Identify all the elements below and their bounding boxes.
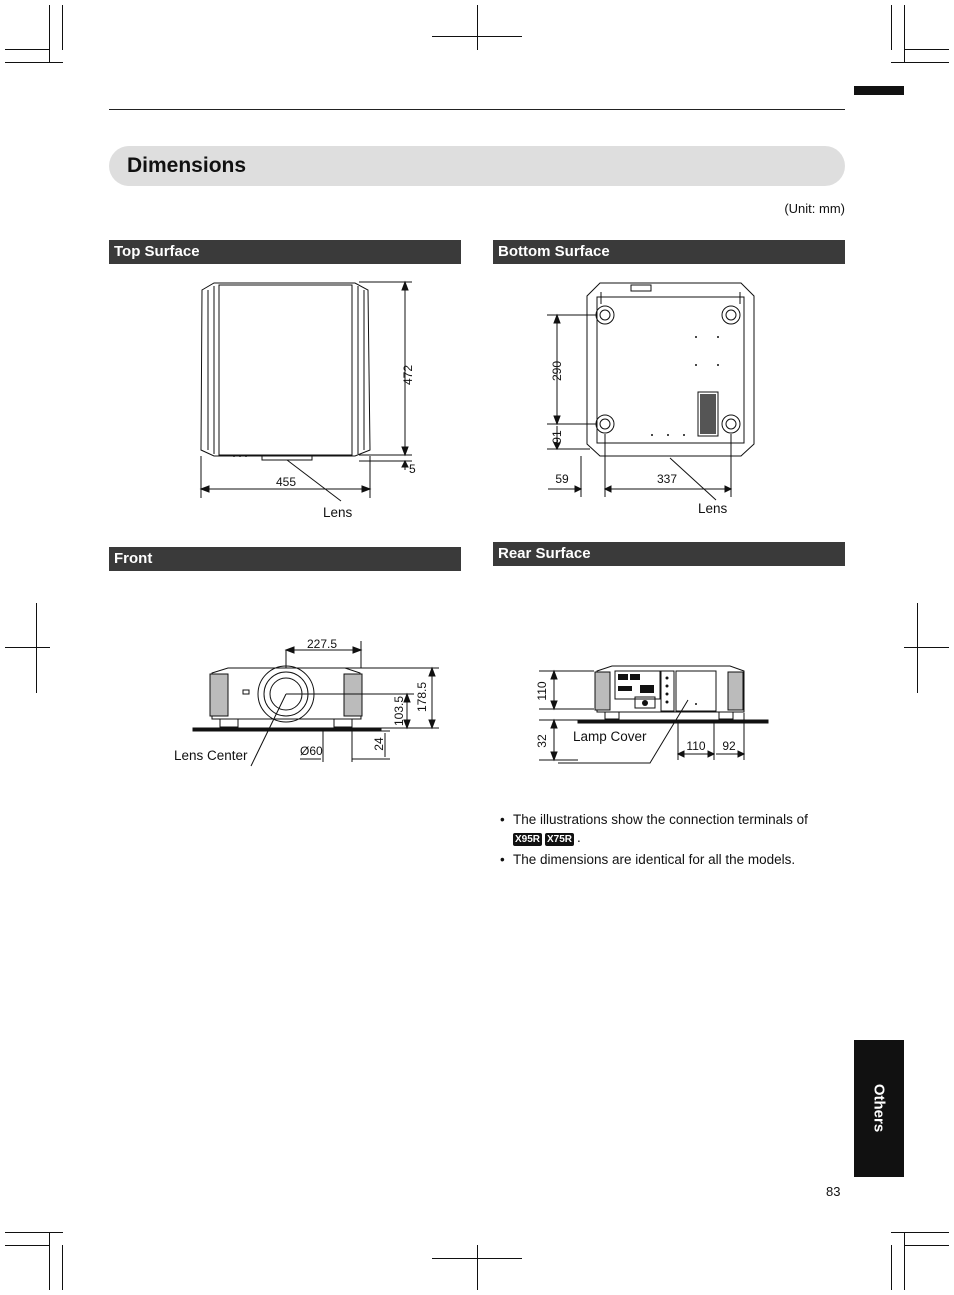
dim-290: 290: [550, 360, 564, 382]
bullet-icon: •: [500, 812, 505, 827]
dim-91: 91: [550, 430, 564, 444]
lens-label-bottom: Lens: [698, 501, 728, 516]
note-1-text: The illustrations show the connection terminals of: [513, 812, 808, 827]
dim-rear-110-vertical: 110: [535, 681, 549, 701]
page-title: Dimensions: [127, 154, 247, 177]
dim-59: 59: [555, 472, 569, 486]
dim-diameter-60: Ø60: [300, 744, 323, 758]
bullet-icon: •: [500, 852, 505, 867]
others-tab-label: Others: [870, 1083, 888, 1133]
section-heading-bottom: Bottom Surface: [493, 240, 845, 264]
lamp-cover-label: Lamp Cover: [573, 729, 647, 744]
section-heading-front: Front: [109, 547, 461, 571]
others-side-tab: [854, 1040, 904, 1177]
note-1-end: .: [577, 830, 581, 845]
dim-103-5: 103.5: [392, 695, 406, 727]
dim-rear-110-horizontal: 110: [686, 739, 706, 753]
notes-list: [498, 811, 848, 873]
section-heading-top: Top Surface: [109, 240, 461, 264]
lens-center-label: Lens Center: [174, 748, 248, 763]
dim-337: 337: [656, 472, 678, 486]
unit-note: (Unit: mm): [784, 201, 845, 216]
dim-24: 24: [372, 737, 386, 751]
note-item: [498, 851, 848, 869]
dim-455: 455: [275, 475, 297, 489]
dim-472: 472: [401, 364, 415, 386]
dim-rear-32: 32: [535, 734, 549, 748]
lens-label-top: Lens: [323, 505, 353, 520]
dim-227-5: 227.5: [306, 637, 338, 651]
dim-rear-92: 92: [722, 739, 736, 753]
dim-178-5: 178.5: [415, 681, 429, 713]
dim-5: 5: [409, 462, 416, 476]
note-item: [498, 811, 848, 847]
note-2-text: The dimensions are identical for all the models.: [513, 852, 796, 867]
model-badge-x75r: X75R: [547, 834, 573, 845]
model-badge-x95r: X95R: [515, 834, 541, 845]
section-heading-rear: Rear Surface: [493, 542, 845, 566]
page-number: 83: [826, 1184, 841, 1199]
